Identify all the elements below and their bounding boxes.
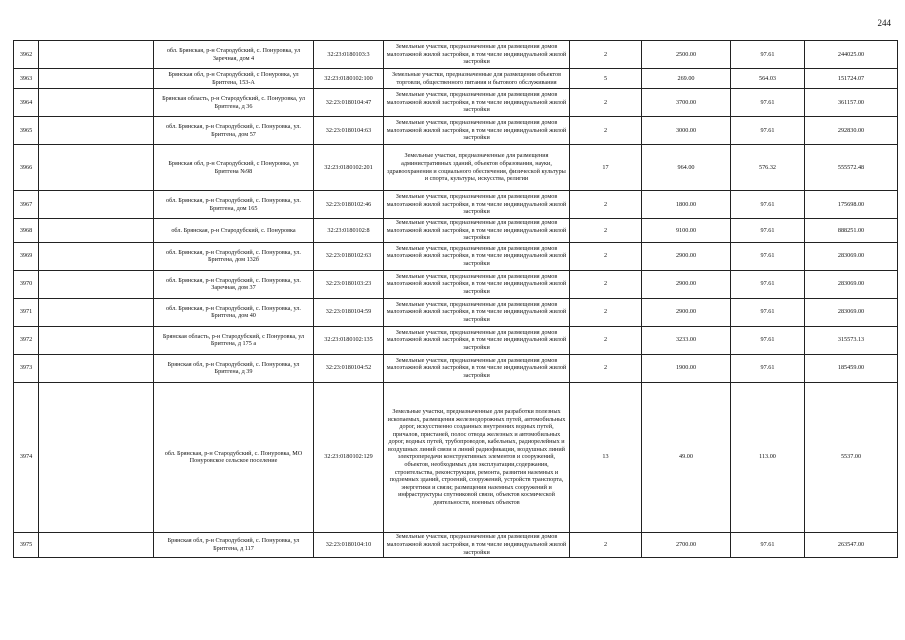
cadastral-value-cell: 292830.00 xyxy=(805,117,898,145)
land-use-cell: Земельные участки, предназначенные для размещения домов малоэтажной жилой застройки, в том числе индивидуальной жилой застройки xyxy=(384,219,570,243)
land-use-cell: Земельные участки, предназначенные для размещения домов малоэтажной жилой застройки, в том числе индивидуальной жилой застройки xyxy=(384,89,570,117)
address-cell: Брянская обл, р-н Стародубский, с. Понуровка, ул Бритгена, д 117 xyxy=(154,532,314,557)
use-group-cell: 2 xyxy=(570,117,642,145)
area-cell: 3233.00 xyxy=(642,326,731,354)
use-group-cell: 17 xyxy=(570,145,642,191)
cadastral-value-cell: 555572.48 xyxy=(805,145,898,191)
table-row xyxy=(14,242,898,270)
specific-value-cell: 576.32 xyxy=(731,145,805,191)
cadastral-number-cell: 32:23:0180102:129 xyxy=(314,382,384,532)
specific-value-cell: 97.61 xyxy=(731,41,805,69)
row-number-cell: 3970 xyxy=(14,270,39,298)
address-cell: обл. Брянская, р-н Стародубский, с. Понуровка, ул. Бритгена, дом 57 xyxy=(154,117,314,145)
address-cell: обл. Брянская, р-н Стародубский, с. Понуровка, ул. Бритгена, дом 165 xyxy=(154,191,314,219)
specific-value-cell: 97.61 xyxy=(731,117,805,145)
cadastral-value-cell: 283069.00 xyxy=(805,270,898,298)
row-number-cell: 3973 xyxy=(14,354,39,382)
row-number-cell: 3967 xyxy=(14,191,39,219)
table-row xyxy=(14,298,898,326)
spacer-cell xyxy=(39,298,154,326)
row-number-cell: 3972 xyxy=(14,326,39,354)
use-group-cell: 2 xyxy=(570,326,642,354)
land-use-cell: Земельные участки, предназначенные для размещения домов малоэтажной жилой застройки, в том числе индивидуальной жилой застройки xyxy=(384,532,570,557)
cadastral-number-cell: 32:23:0180104:52 xyxy=(314,354,384,382)
specific-value-cell: 113.00 xyxy=(731,382,805,532)
cadastral-number-cell: 32:23:0180102:63 xyxy=(314,242,384,270)
table-row xyxy=(14,69,898,89)
row-number-cell: 3974 xyxy=(14,382,39,532)
table-row xyxy=(14,41,898,69)
address-cell: Брянская обл, р-н Стародубский, с Понуровка, ул Бритгена №98 xyxy=(154,145,314,191)
spacer-cell xyxy=(39,382,154,532)
spacer-cell xyxy=(39,326,154,354)
cadastral-value-cell: 315573.13 xyxy=(805,326,898,354)
area-cell: 2700.00 xyxy=(642,532,731,557)
cadastral-number-cell: 32:23:0180104:59 xyxy=(314,298,384,326)
land-use-cell: Земельные участки, предназначенные для размещения домов малоэтажной жилой застройки, в том числе индивидуальной жилой застройки xyxy=(384,354,570,382)
spacer-cell xyxy=(39,89,154,117)
area-cell: 2900.00 xyxy=(642,298,731,326)
area-cell: 964.00 xyxy=(642,145,731,191)
area-cell: 1900.00 xyxy=(642,354,731,382)
use-group-cell: 2 xyxy=(570,270,642,298)
table-row xyxy=(14,89,898,117)
land-use-cell: Земельные участки, предназначенные для размещения домов малоэтажной жилой застройки, в том числе индивидуальной жилой застройки xyxy=(384,117,570,145)
area-cell: 3700.00 xyxy=(642,89,731,117)
address-cell: обл. Брянская, р-н Стародубский, с. Понуровка, МО Понуровское сельское поселение xyxy=(154,382,314,532)
area-cell: 269.00 xyxy=(642,69,731,89)
cadastral-number-cell: 32:23:0180103:3 xyxy=(314,41,384,69)
cadastral-number-cell: 32:23:0180104:63 xyxy=(314,117,384,145)
specific-value-cell: 97.61 xyxy=(731,191,805,219)
land-use-cell: Земельные участки, предназначенные для размещения домов малоэтажной жилой застройки, в том числе индивидуальной жилой застройки xyxy=(384,270,570,298)
address-cell: обл. Брянская, р-н Стародубский, с. Понуровка, ул. Бритгена, дом 132б xyxy=(154,242,314,270)
specific-value-cell: 97.61 xyxy=(731,326,805,354)
cadastral-number-cell: 32:23:0180102:8 xyxy=(314,219,384,243)
cadastral-value-cell: 175698.00 xyxy=(805,191,898,219)
table-row xyxy=(14,382,898,532)
use-group-cell: 2 xyxy=(570,354,642,382)
cadastral-number-cell: 32:23:0180104:10 xyxy=(314,532,384,557)
cadastral-number-cell: 32:23:0180102:201 xyxy=(314,145,384,191)
cadastral-value-table xyxy=(13,40,898,558)
land-use-cell: Земельные участки, предназначенные для размещения объектов торговли, общественного питания и бытового обслуживания xyxy=(384,69,570,89)
row-number-cell: 3965 xyxy=(14,117,39,145)
cadastral-value-cell: 283069.00 xyxy=(805,298,898,326)
use-group-cell: 2 xyxy=(570,191,642,219)
use-group-cell: 2 xyxy=(570,219,642,243)
cadastral-value-cell: 5537.00 xyxy=(805,382,898,532)
spacer-cell xyxy=(39,270,154,298)
table-row xyxy=(14,326,898,354)
address-cell: Брянская обл, р-н Стародубский, с Понуровка, ул Бритгена, 153-А xyxy=(154,69,314,89)
specific-value-cell: 97.61 xyxy=(731,89,805,117)
table-row xyxy=(14,117,898,145)
specific-value-cell: 564.03 xyxy=(731,69,805,89)
spacer-cell xyxy=(39,117,154,145)
cadastral-value-cell: 151724.07 xyxy=(805,69,898,89)
address-cell: обл. Брянская, р-н Стародубский, с. Понуровка, ул. Заречная, дом 37 xyxy=(154,270,314,298)
address-cell: обл. Брянская, р-н Стародубский, с. Понуровка xyxy=(154,219,314,243)
area-cell: 3000.00 xyxy=(642,117,731,145)
cadastral-value-cell: 244025.00 xyxy=(805,41,898,69)
land-use-cell: Земельные участки, предназначенные для разработки полезных ископаемых, размещения железнодорожных путей, автомобильных дорог, искусственно созданных внутренних водных путей, причалов, пристаней, полос отвода железных и автомобильных дорог, водных путей, трубопроводов, кабельных, радиорелейных и воздушных линий связи и линий радиофикации, воздушных линий электропередачи конструктивных элементов и сооружений, объектов, необходимых для эксплуатации,содержания, строительства, реконструкции, ремонта, развития наземных и подземных зданий, строений, сооружений, устройств транспорта, энергетики и связи; размещения наземных сооружений и инфраструктуры спутниковой связи, объектов космической деятельности, военных объектов xyxy=(384,382,570,532)
row-number-cell: 3968 xyxy=(14,219,39,243)
table-row xyxy=(14,191,898,219)
area-cell: 9100.00 xyxy=(642,219,731,243)
address-cell: обл. Брянская, р-н Стародубский, с. Понуровка, ул. Бритгена, дом 40 xyxy=(154,298,314,326)
use-group-cell: 2 xyxy=(570,298,642,326)
use-group-cell: 2 xyxy=(570,242,642,270)
cadastral-number-cell: 32:23:0180103:23 xyxy=(314,270,384,298)
land-use-cell: Земельные участки, предназначенные для размещения домов малоэтажной жилой застройки, в том числе индивидуальной жилой застройки xyxy=(384,242,570,270)
row-number-cell: 3962 xyxy=(14,41,39,69)
table-row xyxy=(14,354,898,382)
row-number-cell: 3975 xyxy=(14,532,39,557)
specific-value-cell: 97.61 xyxy=(731,242,805,270)
row-number-cell: 3971 xyxy=(14,298,39,326)
land-use-cell: Земельные участки, предназначенные для размещения домов малоэтажной жилой застройки, в том числе индивидуальной жилой застройки xyxy=(384,298,570,326)
table-row xyxy=(14,532,898,557)
specific-value-cell: 97.61 xyxy=(731,270,805,298)
use-group-cell: 5 xyxy=(570,69,642,89)
page-number: 244 xyxy=(877,18,891,28)
cadastral-number-cell: 32:23:0180104:47 xyxy=(314,89,384,117)
row-number-cell: 3969 xyxy=(14,242,39,270)
specific-value-cell: 97.61 xyxy=(731,219,805,243)
use-group-cell: 2 xyxy=(570,532,642,557)
land-use-cell: Земельные участки, предназначенные для размещения домов малоэтажной жилой застройки, в том числе индивидуальной жилой застройки xyxy=(384,41,570,69)
address-cell: Брянская обл, р-н Стародубский, с. Понуровка, ул Бритгена, д 39 xyxy=(154,354,314,382)
use-group-cell: 2 xyxy=(570,41,642,69)
spacer-cell xyxy=(39,145,154,191)
row-number-cell: 3964 xyxy=(14,89,39,117)
area-cell: 49.00 xyxy=(642,382,731,532)
table-row xyxy=(14,219,898,243)
use-group-cell: 2 xyxy=(570,89,642,117)
cadastral-value-cell: 888251.00 xyxy=(805,219,898,243)
spacer-cell xyxy=(39,41,154,69)
cadastral-number-cell: 32:23:0180102:46 xyxy=(314,191,384,219)
area-cell: 2500.00 xyxy=(642,41,731,69)
table-row xyxy=(14,270,898,298)
use-group-cell: 13 xyxy=(570,382,642,532)
address-cell: Брянская область, р-н Стародубский, с. Понуровка, ул Бритгена, д 36 xyxy=(154,89,314,117)
land-use-cell: Земельные участки, предназначенные для размещения домов малоэтажной жилой застройки, в том числе индивидуальной жилой застройки xyxy=(384,326,570,354)
specific-value-cell: 97.61 xyxy=(731,298,805,326)
address-cell: обл. Брянская, р-н Стародубский, с. Понуровка, ул Заречная, дом 4 xyxy=(154,41,314,69)
specific-value-cell: 97.61 xyxy=(731,354,805,382)
spacer-cell xyxy=(39,532,154,557)
table-row xyxy=(14,145,898,191)
address-cell: Брянская область, р-н Стародубский, с Понуровка, ул Бритгена, д 175 а xyxy=(154,326,314,354)
spacer-cell xyxy=(39,242,154,270)
cadastral-value-cell: 283069.00 xyxy=(805,242,898,270)
area-cell: 2900.00 xyxy=(642,242,731,270)
spacer-cell xyxy=(39,191,154,219)
spacer-cell xyxy=(39,219,154,243)
land-use-cell: Земельные участки, предназначенные для размещения домов малоэтажной жилой застройки, в том числе индивидуальной жилой застройки xyxy=(384,191,570,219)
area-cell: 1800.00 xyxy=(642,191,731,219)
land-use-cell: Земельные участки, предназначенные для размещения административных зданий, объектов образования, науки, здравоохранения и социального обеспечения, физической культуры и спорта, культуры, искусства, религии xyxy=(384,145,570,191)
cadastral-number-cell: 32:23:0180102:135 xyxy=(314,326,384,354)
row-number-cell: 3966 xyxy=(14,145,39,191)
spacer-cell xyxy=(39,354,154,382)
cadastral-value-cell: 361157.00 xyxy=(805,89,898,117)
specific-value-cell: 97.61 xyxy=(731,532,805,557)
cadastral-value-cell: 185459.00 xyxy=(805,354,898,382)
cadastral-number-cell: 32:23:0180102:100 xyxy=(314,69,384,89)
row-number-cell: 3963 xyxy=(14,69,39,89)
cadastral-value-cell: 263547.00 xyxy=(805,532,898,557)
spacer-cell xyxy=(39,69,154,89)
area-cell: 2900.00 xyxy=(642,270,731,298)
